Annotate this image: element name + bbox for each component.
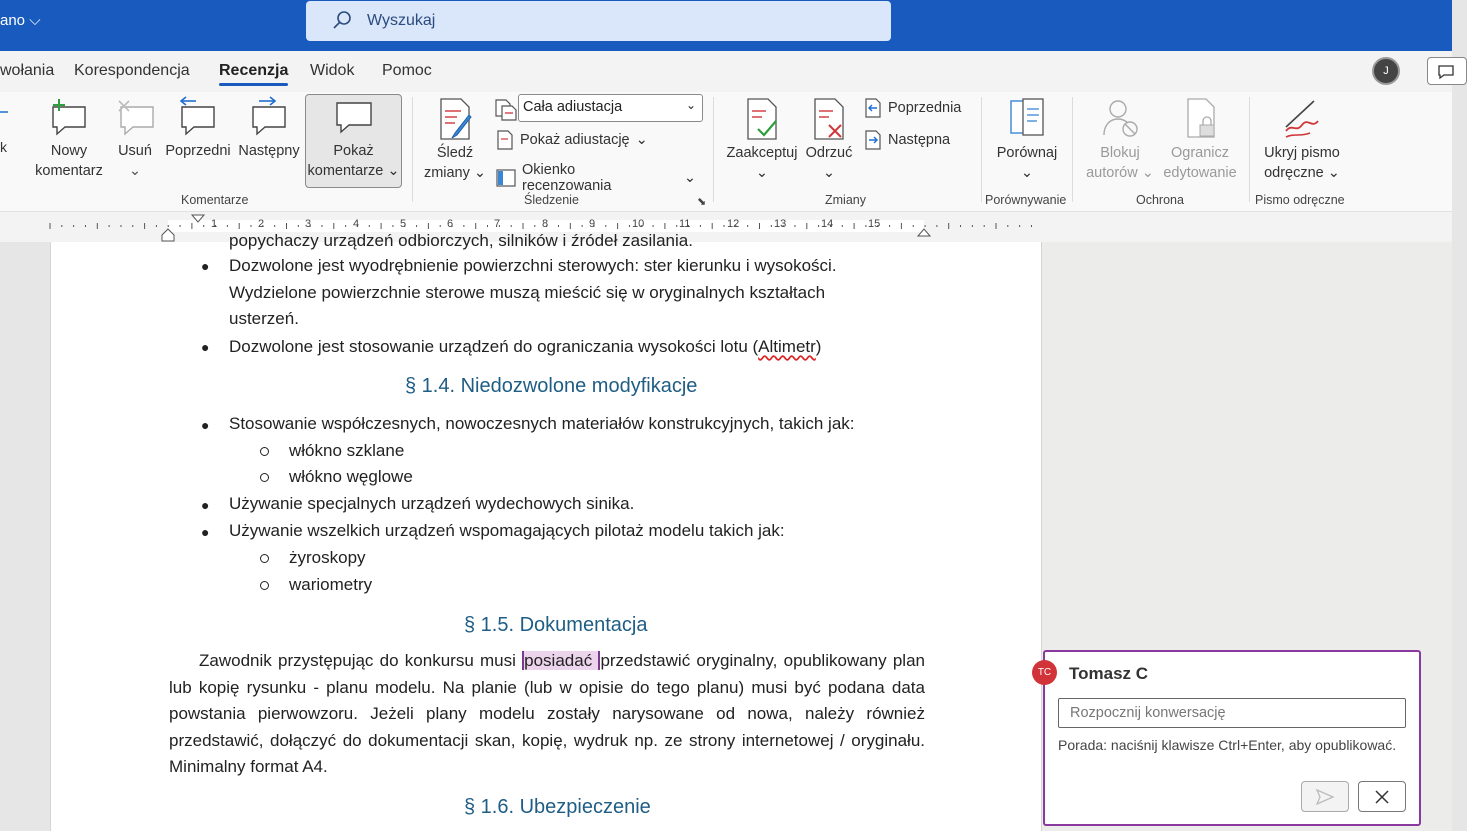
block-authors-icon [1100, 97, 1140, 141]
group-separator [1249, 97, 1250, 202]
chevron-down-icon: ⌄ [685, 98, 696, 112]
ruler-number: 1 [211, 218, 218, 230]
comment-tip: Porada: naciśnij klawisze Ctrl+Enter, aby opublikować. [1058, 737, 1397, 753]
ruler-number: 14 [821, 218, 834, 230]
right-indent-marker[interactable] [917, 228, 931, 238]
show-comments-icon [334, 99, 374, 139]
tab-mailings[interactable]: Korespondencja [74, 62, 190, 79]
close-icon [1375, 790, 1389, 804]
restrict-editing-button[interactable]: Ogranicz edytowanie [1158, 97, 1242, 183]
previous-comment-button[interactable]: Poprzedni [162, 97, 234, 161]
chevron-down-icon: ⌄ [683, 170, 696, 186]
comment-icon [1436, 62, 1456, 82]
new-comment-button[interactable]: Nowy komentarz [32, 97, 106, 181]
track-changes-button[interactable]: Śledź zmiany ⌄ [420, 97, 490, 183]
sub-bullet [260, 447, 269, 456]
author-avatar: TC [1032, 660, 1057, 685]
ruler-number: 10 [632, 218, 645, 230]
search-box[interactable] [306, 1, 891, 41]
group-label-comments: Komentarze [181, 193, 249, 207]
section-heading: § 1.6. Ubezpieczenie [464, 796, 651, 818]
delete-comment-button[interactable]: Usuń ⌄ [110, 97, 160, 181]
chevron-down-icon: ⌄ [755, 165, 769, 181]
sub-list-item: włókno szklane [289, 441, 405, 460]
ruler-number: 2 [258, 218, 265, 230]
bullet: ● [201, 258, 210, 274]
chevron-down-icon: ⌄ [128, 163, 142, 179]
group-separator [1072, 97, 1073, 202]
sub-bullet [260, 581, 269, 590]
group-label-protect: Ochrona [1136, 193, 1184, 207]
post-comment-button[interactable] [1301, 781, 1349, 812]
chevron-down-icon: ⌵ [29, 12, 41, 29]
chevron-down-icon: ⌄ [473, 165, 487, 181]
comments-pane-button[interactable] [1427, 57, 1467, 85]
accept-icon [742, 97, 782, 141]
delete-comment-icon [115, 97, 155, 139]
reviewing-pane-button[interactable]: Okienko recenzowania ⌄ [496, 162, 696, 194]
comment-input[interactable]: Rozpocznij konwersację [1058, 698, 1406, 728]
ruler-number: 9 [589, 218, 596, 230]
list-item-continued: Wydzielone powierzchnie sterowe muszą mieścić się w oryginalnych kształtach [229, 283, 826, 302]
section-heading: § 1.5. Dokumentacja [464, 614, 648, 636]
hide-ink-button[interactable]: Ukryj pismo odręczne ⌄ [1256, 97, 1348, 183]
show-markup-button[interactable]: Pokaż adiustację ⌄ [496, 130, 648, 150]
search-placeholder: Wyszukaj [367, 12, 436, 29]
bullet: ● [201, 524, 210, 540]
list-item: Stosowanie współczesnych, nowoczesnych materiałów konstrukcyjnych, takich jak: [229, 414, 855, 433]
bullet: ● [201, 497, 210, 513]
group-label-tracking: Śledzenie [524, 193, 579, 207]
ribbon-tabs [0, 51, 1452, 92]
group-separator [981, 97, 982, 202]
ruler-number: 5 [400, 218, 407, 230]
chevron-down-icon: ⌄ [822, 165, 836, 181]
reject-button[interactable]: Odrzuć ⌄ [803, 97, 855, 183]
chevron-down-icon: ⌄ [387, 163, 400, 179]
restrict-editing-icon [1180, 97, 1220, 141]
bullet: ● [201, 339, 210, 355]
new-comment-icon [49, 97, 89, 139]
bullet: ● [201, 417, 210, 433]
sub-list-item: wariometry [289, 575, 373, 594]
group-label-ink: Pismo odręczne [1255, 193, 1345, 207]
cancel-comment-button[interactable] [1358, 781, 1406, 812]
sub-list-item: włókno węglowe [289, 467, 413, 486]
ruler-number: 8 [542, 218, 549, 230]
section-heading: § 1.4. Niedozwolone modyfikacje [405, 375, 698, 397]
ribbon-cut-icon [0, 102, 8, 122]
list-item: Dozwolone jest wyodrębnienie powierzchni sterowych: ster kierunku i wysokości. [229, 256, 837, 275]
hide-ink-icon [1282, 97, 1322, 141]
ruler-number: 13 [774, 218, 787, 230]
display-for-review-select[interactable]: Cała adiustacja ⌄ [518, 94, 703, 122]
group-label-compare: Porównywanie [985, 193, 1067, 207]
title-bar [0, 0, 1452, 51]
spelling-error[interactable]: Altimetr [758, 337, 816, 356]
chevron-down-icon: ⌄ [1327, 165, 1340, 181]
ruler-number: 11 [679, 218, 691, 230]
send-icon [1315, 788, 1335, 806]
group-label-changes: Zmiany [825, 193, 866, 207]
next-change-icon [864, 130, 882, 150]
sub-list-item: żyroskopy [289, 548, 366, 567]
track-changes-icon [435, 97, 475, 141]
sub-bullet [260, 554, 269, 563]
chevron-down-icon: ⌄ [635, 132, 648, 148]
chevron-down-icon: ⌄ [1141, 165, 1154, 181]
reviewing-pane-icon [496, 169, 516, 187]
next-comment-icon [249, 97, 289, 139]
user-avatar[interactable]: J [1372, 57, 1400, 85]
list-item: Używanie wszelkich urządzeń wspomagających pilotaż modelu takich jak: [229, 521, 785, 540]
list-item: Używanie specjalnych urządzeń wydechowych sinika. [229, 494, 635, 513]
tab-view[interactable]: Widok [310, 62, 355, 79]
next-change-button[interactable]: Następna [864, 130, 950, 150]
show-markup-icon [496, 130, 514, 150]
chevron-down-icon: ⌄ [1020, 165, 1034, 181]
ruler-number: 6 [447, 218, 454, 230]
display-for-review-icon [494, 98, 516, 125]
compare-icon [1007, 97, 1047, 141]
cut-paragraph: popychaczy urządzeń odbiorczych, silników i źródeł zasilania. [229, 231, 693, 250]
ribbon-cut-edge: k [0, 139, 7, 155]
first-line-indent-marker[interactable] [191, 214, 205, 224]
left-indent-marker[interactable] [161, 228, 175, 242]
document-page[interactable] [50, 231, 1042, 831]
group-separator [412, 97, 413, 202]
previous-change-icon [864, 98, 882, 118]
list-item-continued: usterzeń. [229, 309, 299, 328]
reject-icon [809, 97, 849, 141]
tab-help[interactable]: Pomoc [382, 62, 432, 79]
ruler-ticks [0, 212, 1452, 242]
group-separator [713, 97, 714, 202]
ruler-number: 12 [727, 218, 740, 230]
previous-change-button[interactable]: Poprzednia [864, 98, 961, 118]
ruler-number: 15 [868, 218, 881, 230]
list-item: Dozwolone jest stosowanie urządzeń do ograniczania wysokości lotu (Altimetr) [229, 337, 822, 356]
paragraph: Zawodnik przystępując do konkursu musi posiadać przedstawić oryginalny, opublikowany plan lub kopię rysunku - planu modelu. Na planie (lub w opisie do tego planu) musi być podana data powstania pierwowzoru. Jeżeli plany modelu zostały narysowane od nowa, należy również przedstawić, dołączyć do dokumentacji skan, kopię, wydruk np. ze strony internetowej / oryginału. Minimalny format A4. [169, 651, 925, 776]
previous-comment-icon [178, 97, 218, 139]
ruler-number: 4 [353, 218, 360, 230]
ruler-number: 3 [305, 218, 312, 230]
tab-review[interactable]: Recenzja [219, 62, 289, 79]
ribbon [0, 92, 1452, 212]
comment-author: Tomasz C [1069, 664, 1149, 683]
next-comment-button[interactable]: Następny [236, 97, 302, 161]
accept-button[interactable]: Zaakceptuj ⌄ [722, 97, 802, 183]
compare-button[interactable]: Porównaj ⌄ [988, 97, 1066, 183]
tab-references[interactable]: wołania [0, 62, 55, 79]
file-name[interactable]: ano ⌵ [0, 12, 41, 29]
horizontal-ruler[interactable] [0, 212, 1452, 242]
commented-text[interactable]: posiadać [524, 651, 599, 670]
block-authors-button[interactable]: Blokuj autorów ⌄ [1080, 97, 1160, 183]
show-comments-button[interactable]: Pokaż komentarze ⌄ [305, 94, 402, 188]
dialog-launcher-icon[interactable]: ⬊ [697, 196, 707, 208]
sub-bullet [260, 473, 269, 482]
ruler-number: 7 [494, 218, 501, 230]
search-icon [332, 9, 354, 31]
